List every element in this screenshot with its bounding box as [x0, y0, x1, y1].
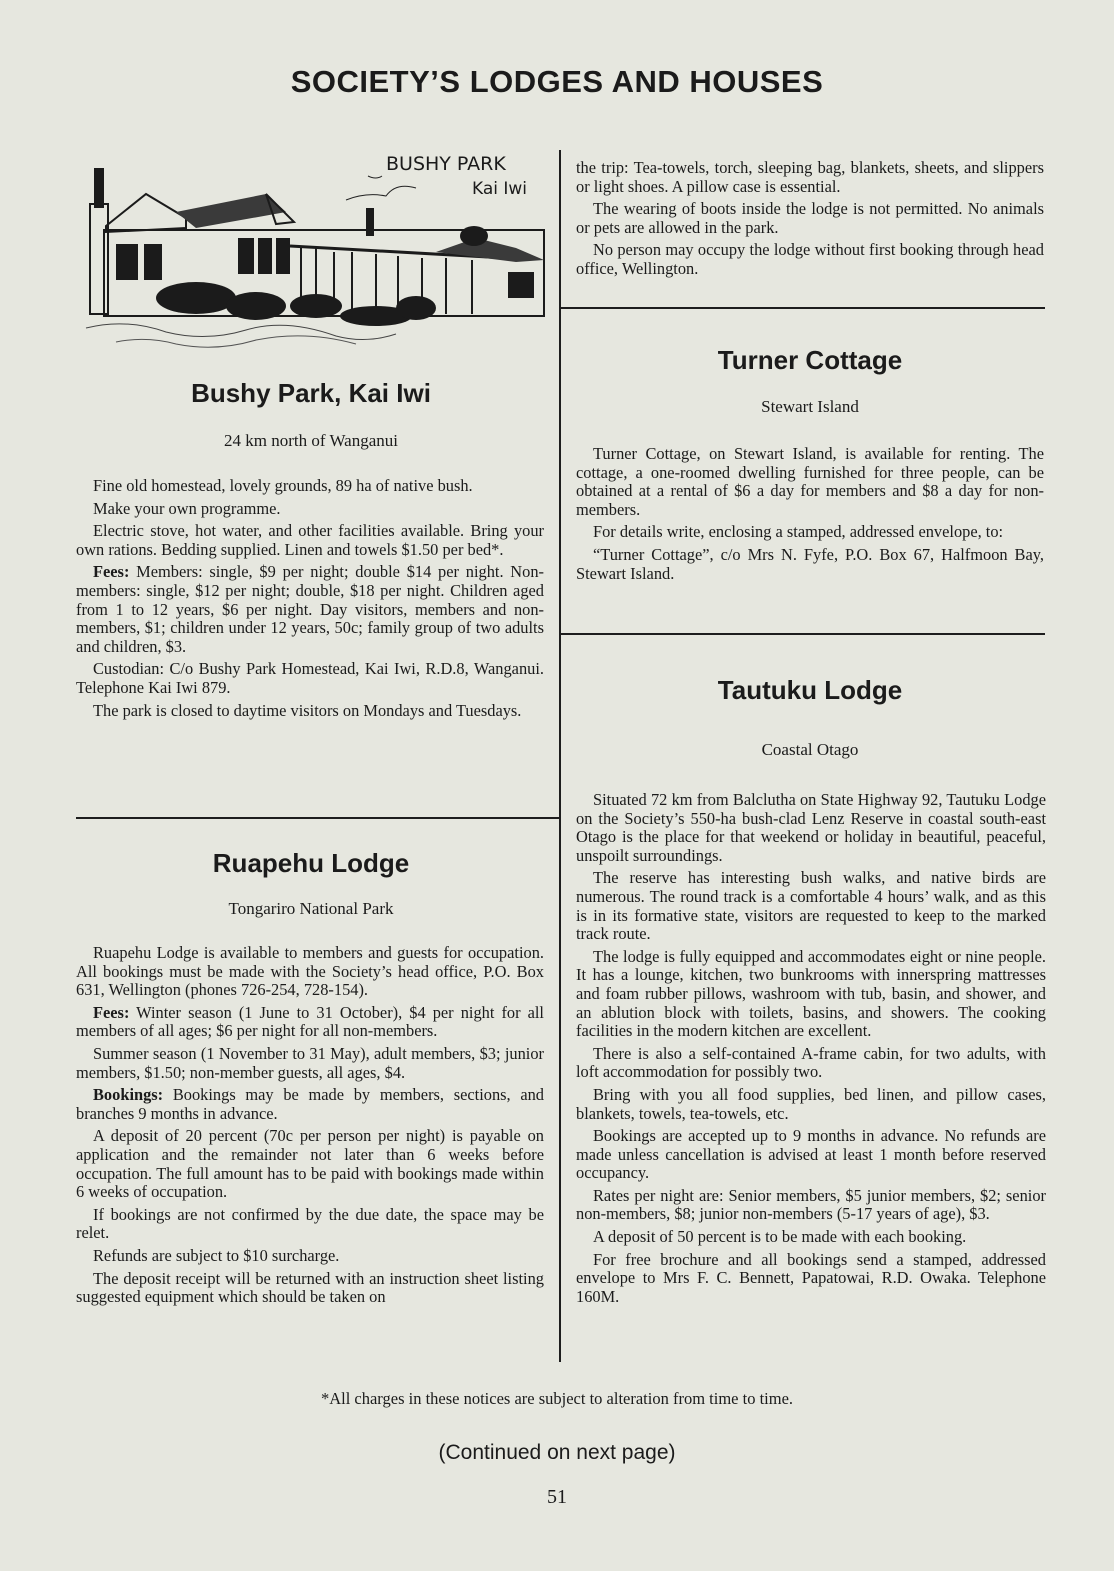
ruapehu-para: A deposit of 20 percent (70c per person per night) is payable on application and the remainder not later than 6 weeks before occupation. The full amount has to be paid with bookings made within 6 weeks of occupation.: [76, 1126, 544, 1202]
column-divider: [559, 150, 561, 1362]
ruapehu-para: If bookings are not confirmed by the due date, the space may be relet.: [76, 1204, 544, 1243]
ruapehu-para: Ruapehu Lodge is available to members and guests for occupation. All bookings must be made with the Society’s head office, P.O. Box 631, Wellington (phones 726-254, 728-154).: [76, 943, 544, 1000]
ruapehu-bookings: [76, 1086, 544, 1123]
ruapehu-para: the trip: Tea-towels, torch, sleeping bag, blankets, sheets, and slippers or light shoes. A pillow case is essential.: [576, 158, 1044, 196]
ruapehu-para: No person may occupy the lodge without first booking through head office, Wellington.: [576, 240, 1044, 278]
fees-text: Winter season (1 June to 31 October), $4 per night for all members of all ages; $6 per night for all non-members.: [76, 1002, 544, 1041]
turner-title: Turner Cottage: [717, 345, 903, 375]
ruapehu-body: [76, 944, 544, 1311]
section-divider-right-1: [561, 307, 1045, 309]
tautuku-para: Rates per night are: Senior members, $5 junior members, $2; senior non-members, $8; junior non-members (5-17 years of age), $3.: [576, 1185, 1046, 1224]
bushy-park-para: The park is closed to daytime visitors on Mondays and Tuesdays.: [93, 700, 522, 720]
tautuku-para: Bookings are accepted up to 9 months in advance. No refunds are made unless cancellation is advised at least 1 month before reserved occupancy.: [576, 1126, 1046, 1183]
page-title: SOCIETY’S LODGES AND HOUSES: [290, 64, 824, 99]
ruapehu-para: Summer season (1 November to 31 May), adult members, $3; junior members, $1.50; non-member guests, all ages, $4.: [76, 1043, 544, 1082]
page-number: 51: [547, 1486, 567, 1508]
turner-para: For details write, enclosing a stamped, addressed envelope, to:: [593, 522, 1004, 542]
bushy-park-body: [76, 477, 544, 724]
tautuku-para: For free brochure and all bookings send a stamped, addressed envelope to Mrs F. C. Bennett, Papatowai, R.D. Owaka. Telephone 160M.: [576, 1249, 1046, 1306]
tautuku-para: The reserve has interesting bush walks, and native birds are numerous. The round track is a comfortable 4 hours’ walk, and as this is in its formative state, visitors are requested to keep to the marked track route.: [576, 868, 1046, 944]
ruapehu-subtitle: Tongariro National Park: [228, 899, 394, 918]
ruapehu-para: The deposit receipt will be returned with an instruction sheet listing suggested equipment which should be taken on: [76, 1268, 544, 1307]
bushy-park-para: Fine old homestead, lovely grounds, 89 ha of native bush.: [93, 476, 473, 495]
tautuku-title: Tautuku Lodge: [717, 675, 903, 705]
section-divider-left: [76, 817, 559, 819]
bookings-label: Bookings:: [93, 1085, 164, 1105]
bushy-park-para: Make your own programme.: [93, 498, 281, 518]
tautuku-para: Bring with you all food supplies, bed linen, and pillow cases, blankets, towels, tea-towels, etc.: [576, 1084, 1046, 1123]
turner-body: [576, 445, 1044, 587]
tautuku-subtitle: Coastal Otago: [761, 740, 859, 759]
bushy-park-subtitle: 24 km north of Wanganui: [224, 431, 398, 450]
tautuku-para: Situated 72 km from Balclutha on State Highway 92, Tautuku Lodge on the Society’s 550-ha bush-clad Lenz Reserve in coastal south-east Otago is the place for that weekend or holiday in beautiful, peaceful, unspoilt surroundings.: [576, 790, 1046, 865]
tautuku-para: A deposit of 50 percent is to be made with each booking.: [593, 1227, 967, 1247]
bushy-park-para: Electric stove, hot water, and other facilities available. Bring your own rations. Bedding supplied. Linen and towels $1.50 per bed*.: [76, 521, 544, 559]
tautuku-para: The lodge is fully equipped and accommodates eight or nine people. It has a lounge, kitchen, two bunkrooms with innerspring mattresses and foam rubber pillows, washroom with tub, basin, and shower, and an ablution block with toilets, basins, and showers. The cooking facilities in the modern kitchen are excellent.: [576, 946, 1046, 1041]
ruapehu-para: The wearing of boots inside the lodge is not permitted. No animals or pets are allowed in the park.: [576, 199, 1044, 237]
tautuku-body: [576, 791, 1046, 1310]
turner-para: Turner Cottage, on Stewart Island, is available for renting. The cottage, a one-roomed dwelling furnished for three people, can be obtained at a rental of $6 a day for members and $8 a day for non-members.: [576, 444, 1044, 519]
fees-label: Fees:: [93, 562, 130, 582]
ruapehu-para: Refunds are subject to $10 surcharge.: [93, 1245, 340, 1265]
illustration-caption-1: BUSHY PARK: [386, 153, 506, 175]
illustration-caption-2: Kai Iwi: [472, 179, 528, 199]
bushy-park-fees: [76, 563, 544, 656]
tautuku-para: There is also a self-contained A-frame cabin, for two adults, with loft accommodation for possibly two.: [576, 1043, 1046, 1082]
charges-footnote: *All charges in these notices are subject to alteration from time to time.: [320, 1389, 794, 1408]
turner-para: “Turner Cottage”, c/o Mrs N. Fyfe, P.O. Box 67, Halfmoon Bay, Stewart Island.: [576, 544, 1044, 583]
section-divider-right-2: [561, 633, 1045, 635]
bushy-park-title: Bushy Park, Kai Iwi: [191, 378, 431, 408]
fees-label: Fees:: [93, 1002, 130, 1022]
ruapehu-body-continued: [576, 159, 1044, 283]
bushy-park-illustration: [76, 148, 546, 354]
turner-subtitle: Stewart Island: [761, 397, 859, 416]
continued-notice: (Continued on next page): [438, 1441, 676, 1464]
fees-text: Members: single, $9 per night; double $14 per night. Non-members: single, $12 per night; double, $18 per night. Children aged from 1 to 12 years, $6 per night. Day visitors, members and non-members, $1; children under 12 years, 50c; family group of two adults and children, $3.: [76, 562, 544, 656]
ruapehu-title: Ruapehu Lodge: [212, 848, 410, 878]
ruapehu-fees: [76, 1004, 544, 1041]
bookings-text: Bookings may be made by members, sections, and branches 9 months in advance.: [76, 1085, 544, 1123]
bushy-park-para: Custodian: C/o Bushy Park Homestead, Kai Iwi, R.D.8, Wanganui. Telephone Kai Iwi 879.: [76, 659, 544, 697]
